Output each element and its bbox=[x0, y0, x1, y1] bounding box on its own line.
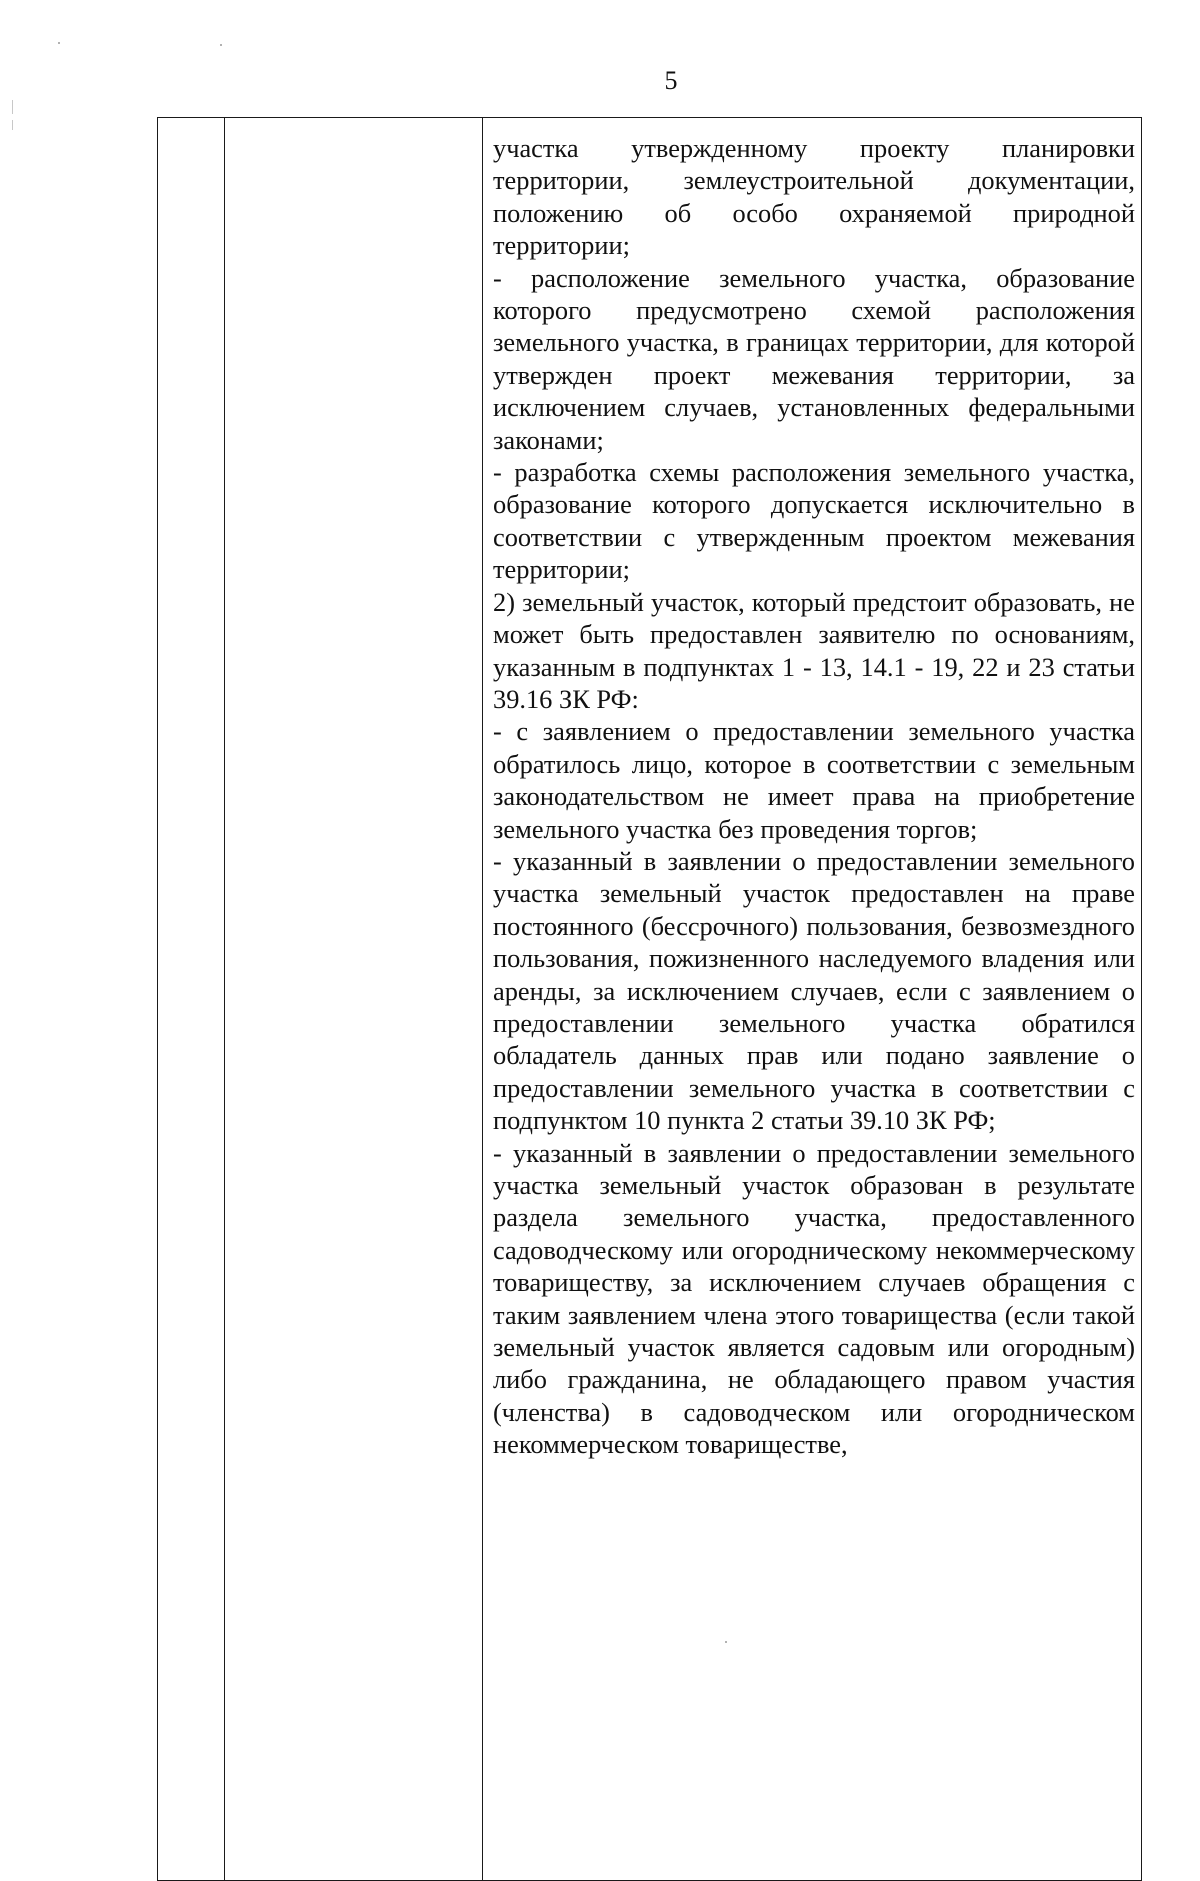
scan-speck bbox=[725, 1641, 727, 1643]
paragraph: - указанный в заявлении о предоставлении земельного участка земельный участок образован в результате раздела земельного участка, предоставленного садоводческому или огородническому некоммерческому товариществу, за исключением случаев обращения с таким заявлением члена этого товарищества (если такой земельный участок является садовым или огородным) либо гражданина, не обладающего правом участия (членства) в садоводческом или огородническом некоммерческом товариществе, bbox=[493, 1137, 1135, 1460]
table-cell-number bbox=[158, 118, 225, 1881]
scan-mark bbox=[12, 120, 13, 130]
scan-speck bbox=[220, 44, 222, 46]
paragraph: 2) земельный участок, который предстоит образовать, не может быть предоставлен заявителю по основаниям, указанным в подпунктах 1 - 13, 14.1 - 19, 22 и 23 статьи 39.16 ЗК РФ: bbox=[493, 586, 1135, 714]
paragraph: - указанный в заявлении о предоставлении земельного участка земельный участок предоставлен на праве постоянного (бессрочного) пользования, безвозмездного пользования, пожизненного наследуемого владения или аренды, за исключением случаев, если с заявлением о предоставлении земельного участка обратился обладатель данных прав или подано заявление о предоставлении земельного участка в соответствии с подпунктом 10 пункта 2 статьи 39.10 ЗК РФ; bbox=[493, 845, 1135, 1136]
paragraph: - с заявлением о предоставлении земельного участка обратилось лицо, которое в соответствии с земельным законодательством не имеет права на приобретение земельного участка без проведения торгов; bbox=[493, 716, 1135, 844]
table-cell-content bbox=[483, 118, 1142, 1881]
scan-speck bbox=[58, 42, 60, 44]
page-number: 5 bbox=[664, 66, 678, 95]
cell-text-block bbox=[483, 118, 1141, 1461]
paragraph: - расположение земельного участка, образование которого предусмотрено схемой расположения земельного участка, в границах территории, для которой утвержден проект межевания территории, за исключением случаев, установленных федеральными законами; bbox=[493, 262, 1135, 455]
paragraph: участка утвержденному проекту планировки территории, землеустроительной документации, положению об особо охраняемой природной территории; bbox=[493, 133, 1135, 261]
table-cell-name bbox=[225, 118, 483, 1881]
document-table bbox=[157, 117, 1142, 1881]
table-row bbox=[158, 118, 1142, 1881]
paragraph: - разработка схемы расположения земельного участка, образование которого допускается исключительно в соответствии с утвержденным проектом межевания территории; bbox=[493, 457, 1135, 585]
scan-mark bbox=[12, 100, 13, 114]
